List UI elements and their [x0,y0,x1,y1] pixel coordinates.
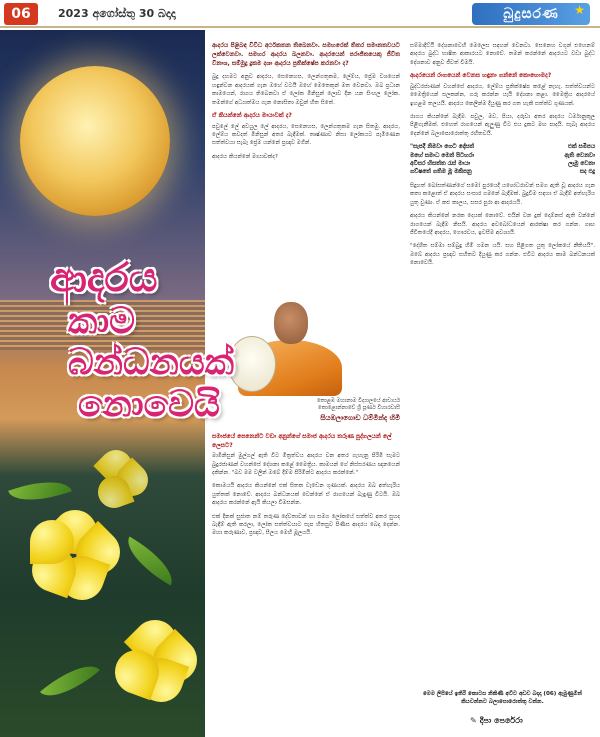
yellow-flower-image [115,620,195,700]
byline-name: සියඹලාගොඩ ධම්මින්ද හිමි [320,413,400,422]
byline-title-1: කොළඹ මහානාම විද්‍යාලයේ ආචාර්ය [316,398,400,404]
article-paragraph: බුද්ධරජාණන් වහන්සේ ආදරය, ලේම්ය ප්‍රතික්ෂේප කළේ නැහැ. සත්ත්වයන්ට මෛත්‍රියෙන් සලකන්න, ගරු කරන්න යැයි දේශනා කළා. මෛත්‍රිය ආදරයේ ඉහළම තලයයි. ආදරය කෙලින්ම දියුණු කර ගත හැකි සත්ත්ව ගුණයක්. [410,83,595,107]
article-column-right [410,42,595,273]
article-paragraph: මාමිනිසුන් මුල්ගල් ඇති විට මිත්‍රත්වය ආදරය වන අතර ගැහැනු පිරිමි සැමට බුදුරජාණන් වහන්සේ දේශනා කළේ මෛත්‍රිය. කාමයන් ගේ නිස්සරණය ඥානයෙන් දකින්න. "බව මම වලින් ඔබේ දීම්ම පිරිමින්ට ආදරය කරන්නේ." [212,453,400,476]
headline-line-3: නොවෙයි [78,382,220,425]
issue-date: 2023 අගෝස්තු 30 බදාදා [58,7,176,20]
masthead-title: බුදුසරණ [503,6,559,22]
interview-question: ආදරයෙන් රාගයෙන් වෙනස හඳුනා ගන්නේ කොහොමද? [410,72,552,80]
verse-line: ගව්ෂතේ ගතිම මූ මකිපනු සද එදු [410,169,595,176]
verse-quote [410,143,595,177]
article-paragraph: රාගය කියන්නේ බැඳීම. පවුල, මව, පියා, දරුවා අතර ආදරය ධර්මානුකූල පිළිගැනීමක්. එහෙත් රාගයෙන් ඇලුණු විට එය දුකට මඟ පාදයි. සැබෑ ආදරය දෙන්නේ බලාපොරොත්තු රහිතවයි. [410,114,595,137]
verse-line: "සැපදී නිමවා ගෙට දෝසත් එක් සමීපය [410,144,595,151]
article-paragraph: බුදු දහමට අනුව ආදරය, සෙනෙහස, ලෙන්ගතුකම, ලේම්ය, ප්‍රේම වශයෙන් හඳුන්වන ආදරයක් ගැන ඔහේ වටයී ඔහේ මෙතෙකුන් මත වෙනවා. ඔබ ප්‍රධාන කාමයෙන්, රාගය තිබෙනවා ඒ ලෝක මිනිසුන් ලොව දින යන සිංහල ලෝක. තමන්ගේ අධ්‍යාත්මය ගැන නොසිතා ඔවුන් හිත සිතේ. [212,74,400,106]
article-paragraph: එක් දිනක් සුජාත නම් තරුණ දේවතාවන් හා සමග ලෝකයේ සත්ත්ව අතර සුහද බැඳීම් ඇති කරලා, ලෝක සත්ත්වයාට සැප හිතසුව පිණිස ආදරය බෙදා දෙන්න. මහා කරුණාව, ප්‍රඥාව, සීලය මෙහි මූලයයි. [212,513,400,537]
article-paragraph: "දේශිත සම්මා සම්බුදු හිමි ගමන යයි. සහ පිළිගත යුතු ලෝකයේ නීතියයි". ඔබේ ආදරය ප්‍රඥාව සහිතව දියුණු කර ගන්න. එවිට ආදරය කාම බන්ධනයක් නොවෙයි. [410,243,595,267]
pen-icon: ✎ [470,716,477,725]
article-paragraph: සම්මාදිට්ඨි දේශනාවෙහි මෙලෙස සඳහන් වෙනවා. සෙනෙහ වගුන් එහෙනම් ආදරය බුද්ධ භාෂිත ආකාරයට නොවේ. තමන් කරන්නේ ආදරයට වඩා බුද්ධ දේශනාව අනුව ජීවත් වීමයි. [410,43,595,66]
article-paragraph: ආදරය කියන්නේ මායාවක්ද? [212,153,278,160]
interview-question: සමාජයේ පෙනෙන්ට වඩා අනුන්ගේ සමාජ ආදරය තරුණ පුද්ගලයන් ලේ ලෙසට? [212,433,392,449]
yellow-flower-image [90,450,150,510]
headline-line-2: කාම බන්ධනයක් [68,300,234,384]
article-paragraph: ආදරය කියන්නේ නරක දෙයක් නොවේ. එයින් වන දුක් දොම්නස් ඇති වන්නේ රාගයෙන් බැඳීම නිසයි. ආදරය අවබෝධයෙන් ආරක්ෂා කර ගන්න. ගෘහ ජීවිතයේදී ආදරය, ගෞරවය, ඉවසීම අවශ්‍යයි. [410,213,595,236]
article-lead: ආදරය පිළිබඳ විවිධ අර්ථකතන තිබෙනවා. සමහරෙක් තිතර සමානතවයට ලක්වෙනවා. සමහර ආදරය බලනවා. ආදරයෙන් පරාජිතයෙකු ජීවිත විනාශ, සම්මුදු දුකම දශා ආදරය ප්‍රතික්ෂේප කරනවා ද? [212,42,400,67]
article-paragraph: පවුලේ ලේ අවයුල ලේ ආදරය, සෙනෙහස, ලෙන්ගතුකම ගැන සිතමු. ආදරය, ලේම්ය කවදත් මිනිසුන් අතර බැඳීමක්. තෘෂ්ණාව නිසා ලෝකයට පැමිණෙන සත්ත්වයා සැබෑ ප්‍රේම යන්නේ ප්‍රඥාව මගින්. [212,123,400,147]
verse-line: අවිසර හිසත්ත රැස් මායා ලෑමු වෙනා [410,161,595,168]
article-paragraph: සිදුහත් බෝසත්ණන්ගේ සමෝ පුරයෙදී යශෝධරාවන් සමග ඇති වූ ආදරය ගැන කතා කළොත් ඒ ආදරය සංසාර ගමනේ බැඳීමක්. බුදුවීම සඳහා ඒ බැඳීම් අත්හැරිය යුතු වුණා. ඒ කළු කාලය, සසර පුරා ආ ආදරයයි. [410,182,595,206]
byline-title-2: කොළොන්නාවේ ශ්‍රී පූර්ණ විහාරවාසී [317,405,400,412]
leaf-decoration [119,536,182,585]
article-column-middle [212,42,400,166]
feature-headline [6,255,306,425]
leaf-decoration [8,470,72,511]
leaf-decoration [40,653,100,708]
masthead-logo [472,3,590,25]
page-header [0,0,600,28]
author-name: දීපා පෙරේරා [479,716,523,725]
yellow-flower-image [30,510,120,600]
headline-line-1: ආදරය [50,254,158,301]
continuation-note: මෙම ලිපියේ ඉතිරි කොටස නිකිණි අවිට අඩව බදාදා (06) ඇමුණුමින් කියවන්නට බලාපොරොත්තු වන්න. [423,691,582,705]
interview-question: ඒ කියන්නේ ආදරය මායාවක් ද? [212,112,292,120]
verse-line: මහේ සමාධ මෙන් පිටහරා ඇති වෙනවා [410,152,595,159]
article-column-middle-lower [212,430,400,543]
article-paragraph: කොමයයි ආදරය කියන්නේ එක් සිතක වැඩෙන ගුණයක්. ආදරය ඔබ අත්හැරිය යුත්තක් නොවේ. ආදරය බන්ධනයක් වෙන්නේ ඒ රාගයෙන් බැඳුණු විටයි. ඔබ ආදරය කරන්නේ ඇයි කියලා විමසන්න. [212,483,400,507]
star-icon: ★ [574,3,586,17]
full-moon-image [20,66,170,216]
page-number: 06 [4,3,38,25]
author-credit [470,716,523,726]
